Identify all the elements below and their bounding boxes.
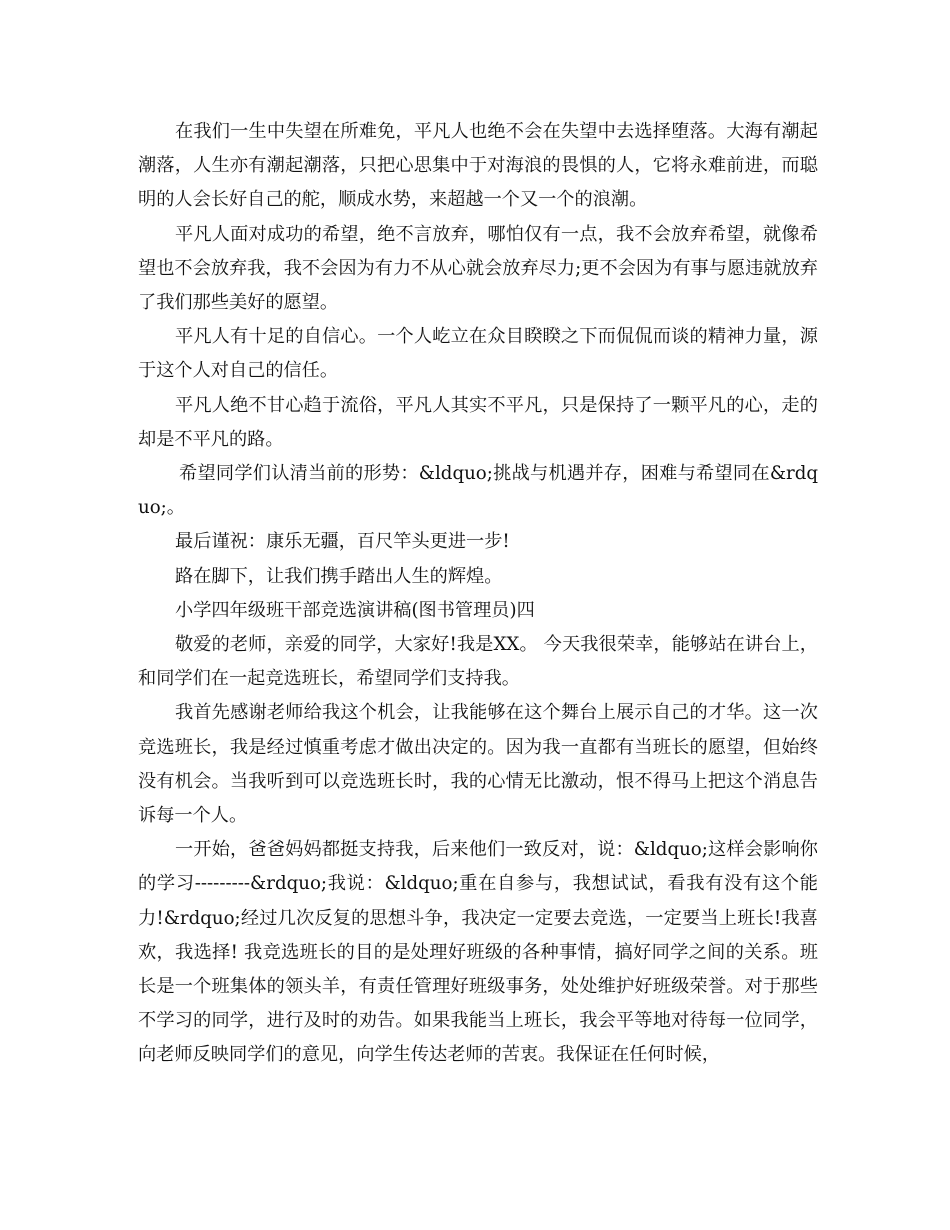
paragraph: 希望同学们认清当前的形势：&ldquo;挑战与机遇并存，困难与希望同在&rdquo;。 <box>138 463 818 519</box>
paragraph: 我首先感谢老师给我这个机会，让我能够在这个舞台上展示自己的才华。这一次竞选班长，我是经过慎重考虑才做出决定的。因为我一直都有当班长的愿望，但始终没有机会。当我听到可以竞选班长时，我的心情无比激动，恨不得马上把这个消息告诉每一个人。 <box>138 702 818 827</box>
paragraph: 平凡人绝不甘心趋于流俗，平凡人其实不平凡，只是保持了一颗平凡的心，走的却是不平凡的路。 <box>138 394 818 450</box>
document-body <box>138 115 818 1073</box>
section-heading: 小学四年级班干部竞选演讲稿(图书管理员)四 <box>175 599 535 621</box>
paragraph: 敬爱的老师，亲爱的同学，大家好!我是XX。 今天我很荣幸，能够站在讲台上，和同学们在一起竞选班长，希望同学们支持我。 <box>138 634 818 690</box>
paragraph: 平凡人面对成功的希望，绝不言放弃，哪怕仅有一点，我不会放弃希望，就像希望也不会放弃我，我不会因为有力不从心就会放弃尽力;更不会因为有事与愿违就放弃了我们那些美好的愿望。 <box>138 223 818 314</box>
paragraph: 平凡人有十足的自信心。一个人屹立在众目睽睽之下而侃侃而谈的精神力量，源于这个人对自己的信任。 <box>138 326 818 382</box>
paragraph: 在我们一生中失望在所难免，平凡人也绝不会在失望中去选择堕落。大海有潮起潮落，人生亦有潮起潮落，只把心思集中于对海浪的畏惧的人，它将永难前进，而聪明的人会长好自己的舵，顺成水势，来超越一个又一个的浪潮。 <box>138 121 818 211</box>
paragraph: 一开始，爸爸妈妈都挺支持我，后来他们一致反对，说：&ldquo;这样会影响你的学习---------&rdquo;我说：&ldquo;重在自参与，我想试试，看我有没有这个能力!&rdquo;经过几次反复的思想斗争，我决定一定要去竞选，一定要当上班长!我喜欢，我选择! 我竞选班长的目的是处理好班级的各种事情，搞好同学之间的关系。班长是一个班集体的领头羊，有责任管理好班级事务，处处维护好班级荣誉。对于那些不学习的同学，进行及时的劝告。如果我能当上班长，我会平等地对待每一位同学，向老师反映同学们的意见，向学生传达老师的苦衷。我保证在任何时候， <box>138 839 818 1066</box>
paragraph: 最后谨祝：康乐无疆，百尺竿头更进一步! <box>175 531 510 553</box>
paragraph: 路在脚下，让我们携手踏出人生的辉煌。 <box>175 565 503 587</box>
